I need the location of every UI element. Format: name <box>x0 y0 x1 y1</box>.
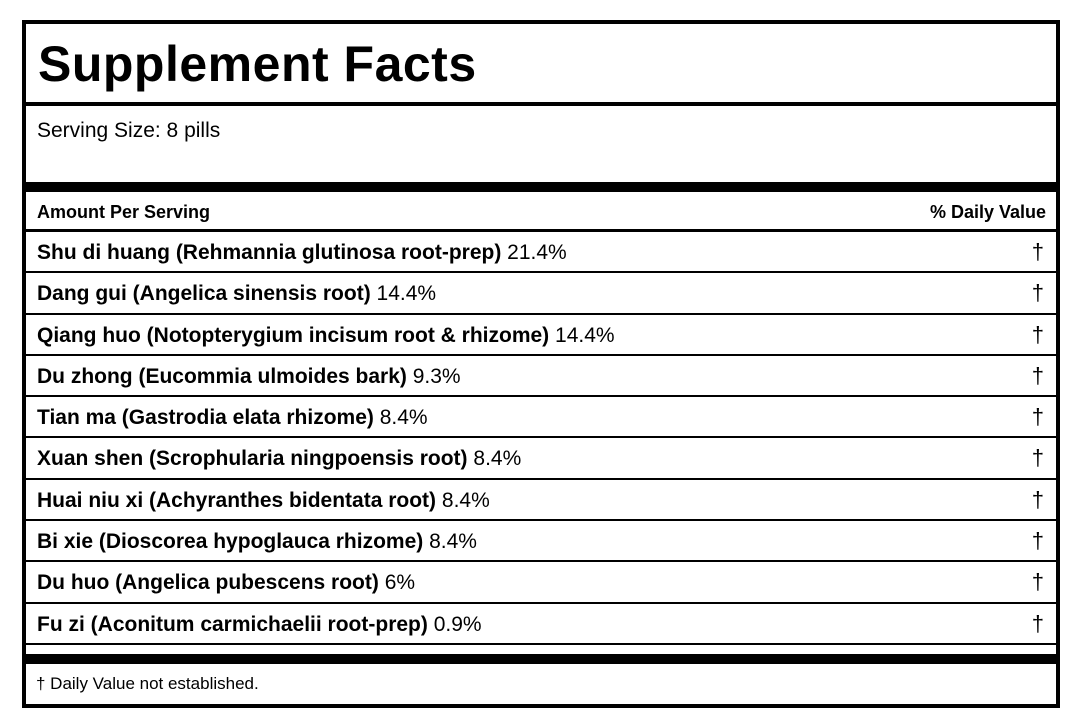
ingredient-row <box>26 232 1056 273</box>
ingredient-amount: 8.4% <box>429 530 477 554</box>
thick-divider-top <box>26 182 1056 192</box>
supplement-facts-label <box>22 20 1060 708</box>
label-title: Supplement Facts <box>38 36 477 92</box>
ingredient-name: Du huo (Angelica pubescens root) <box>37 571 379 595</box>
ingredient-amount: 9.3% <box>412 364 461 388</box>
serving-section <box>26 106 1056 184</box>
thick-divider-bottom <box>26 654 1056 664</box>
ingredient-row <box>26 397 1056 438</box>
ingredient-row <box>26 480 1056 521</box>
column-header-row <box>26 192 1056 232</box>
ingredient-amount: 8.4% <box>473 447 522 471</box>
daily-value-dagger: † <box>1031 486 1044 512</box>
ingredient-row <box>26 562 1056 603</box>
daily-value-dagger: † <box>1031 610 1044 636</box>
ingredient-list <box>26 232 1056 645</box>
daily-value-dagger: † <box>1031 362 1044 388</box>
ingredient-row <box>26 438 1056 479</box>
footnote: † Daily Value not established. <box>36 674 259 693</box>
daily-value-dagger: † <box>1031 445 1044 471</box>
daily-value-dagger: † <box>1031 404 1044 430</box>
ingredient-text <box>37 489 490 512</box>
ingredient-name: Tian ma (Gastrodia elata rhizome) <box>37 406 374 430</box>
ingredient-text <box>37 406 428 429</box>
daily-value-dagger: † <box>1031 569 1044 595</box>
title-section <box>26 24 1056 106</box>
serving-size: Serving Size: 8 pills <box>37 119 221 142</box>
ingredient-row <box>26 521 1056 562</box>
ingredient-name: Qiang huo (Notopterygium incisum root & rhizome) <box>37 323 550 347</box>
ingredient-text <box>37 530 477 553</box>
daily-value-header: % Daily Value <box>929 202 1046 222</box>
ingredient-row <box>26 356 1056 397</box>
ingredient-row <box>26 315 1056 356</box>
ingredient-text <box>37 613 482 636</box>
ingredient-amount: 8.4% <box>379 406 428 430</box>
daily-value-dagger: † <box>1031 239 1044 264</box>
ingredient-text <box>37 447 521 470</box>
ingredient-text <box>37 571 415 594</box>
ingredient-amount: 0.9% <box>433 612 482 636</box>
ingredient-name: Dang gui (Angelica sinensis root) <box>37 282 371 306</box>
ingredient-amount: 8.4% <box>441 488 490 512</box>
ingredient-row <box>26 604 1056 645</box>
ingredient-text <box>37 324 615 347</box>
ingredient-amount: 14.4% <box>555 323 615 347</box>
ingredient-name: Huai niu xi (Achyranthes bidentata root) <box>37 488 437 512</box>
ingredient-text <box>37 365 461 388</box>
ingredient-row <box>26 273 1056 314</box>
ingredient-name: Bi xie (Dioscorea hypoglauca rhizome) <box>37 530 424 554</box>
ingredient-name: Shu di huang (Rehmannia glutinosa root-prep) <box>37 241 502 264</box>
daily-value-dagger: † <box>1031 321 1044 347</box>
ingredient-name: Du zhong (Eucommia ulmoides bark) <box>37 364 407 388</box>
amount-per-serving-header: Amount Per Serving <box>37 202 211 222</box>
ingredient-name: Xuan shen (Scrophularia ningpoensis root) <box>37 447 468 471</box>
daily-value-dagger: † <box>1031 280 1044 306</box>
ingredient-amount: 14.4% <box>376 282 437 306</box>
ingredient-text <box>37 241 567 264</box>
ingredient-amount: 21.4% <box>507 241 567 264</box>
ingredient-name: Fu zi (Aconitum carmichaelii root-prep) <box>37 612 428 636</box>
ingredient-amount: 6% <box>384 571 416 595</box>
ingredient-text <box>37 282 436 305</box>
daily-value-dagger: † <box>1031 528 1044 554</box>
